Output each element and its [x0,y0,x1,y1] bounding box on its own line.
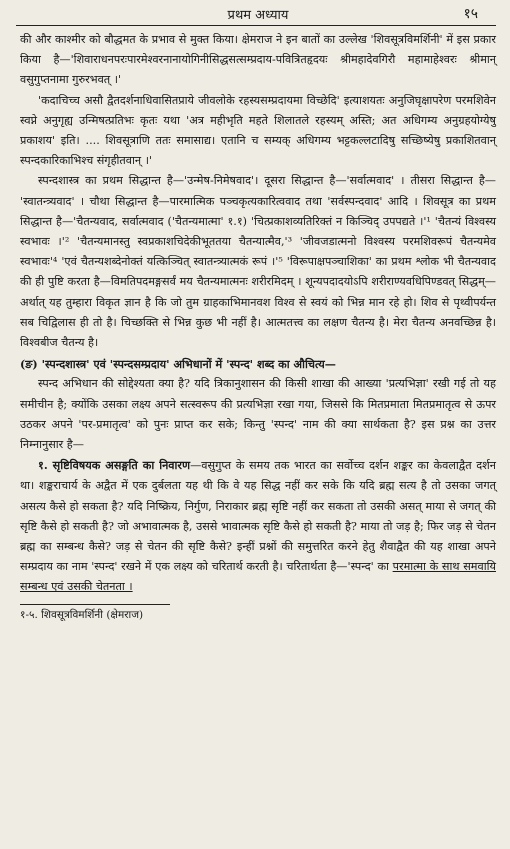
subsection-paragraph [20,455,496,597]
paragraph-spanda-principles: स्पन्दशास्त्र का प्रथम सिद्धान्त है—'उन्मेष-निमेषवाद'। दूसरा सिद्धान्त है—'सर्वात्मवाद' । तीसरा सिद्धान्त है— 'स्वातन्त्र्यवाद' । चौथा सिद्धान्त है—पारमात्मिक पञ्चकृत्यकारित्ववाद तथा 'सर्वस्पन्दवाद' आदि । शिवसूत्र का प्रथम सिद्धान्त है—'चैतन्यवाद, सर्वात्मवाद ('चैतन्यमात्मा' १.१) 'चित्प्रकाशव्यतिरिक्तं न किञ्चिद् उपपद्यते ।'¹ 'चैतन्यं विश्वस्य स्वभावः ।'² 'चैतन्यमानस्तु स्वप्रकाशचिदेकीभूततया चैतन्यात्मैव,'³ 'जीवजडात्मनो विश्वस्य परमशिवरूपं चैतन्यमेव स्वभावः'⁴ 'एवं चैतन्यशब्देनोक्तं यत्किञ्चित् स्वातन्त्र्यात्मकं रूपं ।'⁵ 'विरूपाक्षपञ्चाशिका' का प्रथम श्लोक भी चैतन्यवाद की ही पुष्टि करता है—विमतिपदमङ्गसर्वं मय चैतन्यमात्मनः शरीरमिदम् । शून्यपदादयोऽपि शरीराण्यवधिपिण्डवत् सिद्धम्—अर्थात् यह तुम्हारा विकृत ज्ञान है कि जो तुम ग्राहकाभिमानवश विश्व से स्वयं को भिन्न मान रहे हो। शिव से पृथ्वीपर्यन्त सब चिद्विलास ही तो है। चिच्छक्ति से भिन्न कुछ भी नहीं है। आत्मतत्त्व का लक्षण चैतन्य है। मेरा चैतन्य अनवच्छिन्न है। विश्वबीज चैतन्य है। [20,174,496,350]
page-header [20,0,496,26]
header-rule [16,25,496,26]
subsection-underlined-text: परमात्मा के साथ समवायि सम्बन्ध एवं उसकी चेतनता । [20,560,496,594]
subsection-text: —वसुगुप्त के समय तक भारत का सर्वोच्च दर्शन शङ्कर का केवलाद्वैत दर्शन था। शङ्कराचार्य के अद्वैत में एक दुर्बलता यह थी कि वे यह सिद्ध नहीं कर सके कि यदि ब्रह्म सत्य है तो उसका जगत् असत्य कैसे हो सकता है? यदि निष्क्रिय, निर्गुण, निराकार ब्रह्म सृष्टि नहीं कर सकता तो उसकी असत् माया से जगत् की सृष्टि कैसे हो सकती है? जो अभावात्मक है, उससे भावात्मक सृष्टि कैसे हो सकती है? माया तो जड़ है; फिर जड़ से चेतन ब्रह्म का सम्बन्ध कैसे? जड़ से चेतन की सृष्टि कैसे? इन्हीं प्रश्नों की समुत्तरित करने हेतु शैवाद्वैत की यह शाखा अपने सम्प्रदाय का नाम 'स्पन्द' रखने में एक लक्ष्य को चरितार्थ करती है। चरितार्थता है—'स्पन्द' का [20,459,497,574]
section-paragraph: स्पन्द अभिधान की सोद्देश्यता क्या है? यदि त्रिकानुशासन की किसी शाखा की आख्या 'प्रत्यभिज्ञा' रखी गई तो यह समीचीन है; क्योंकि उसका लक्ष्य अपने सत्स्वरूप की प्रत्यभिज्ञा रखा गया, जिससे कि मितप्रमाता मितप्रमातृत्व से ऊपर उठकर अपने 'पर-प्रमातृत्व' को पुनः प्राप्त कर सके; किन्तु 'स्पन्द' नाम की क्या सार्थकता है? इस प्रश्न का उत्तर निम्नानुसार है— [20,377,496,452]
footnote: १-५. शिवसूत्रविमर्शिनी (क्षेमराज) [20,608,144,621]
paragraph-quote: 'कदाचिच्च असौ द्वैतदर्शनाधिवासितप्राये जीवलोके रहस्यसम्प्रदायमा विच्छेदि' इत्याशयतः अनुजिघृक्षापरेण परमशिवेन स्वप्ने अनुगृह्य उन्मिषत्प्रतिभः कृतः यथा 'अत्र महीभृति महते शिलातले रहस्यम् अस्ति; अत अधिगम्य अनुग्रहयोग्येषु प्रकाशय' इति। .... शिवसूत्राणि ततः समासाद्य। एतानि च सम्यक् अधिगम्य भट्टकल्लटादिषु सच्छिष्येषु प्रकाशितवान् स्पन्दकारिकाभिश्च संगृहीतवान् ।' [20,93,496,168]
paragraph-intro: की और काश्मीर को बौद्धमत के प्रभाव से मुक्त किया। क्षेमराज ने इन बातों का उल्लेख 'शिवसूत्रविमर्शिनी' में इस प्रकार किया है—'शिवाराधनपरःपारमेश्वरनानायोगिनीसिद्धसत्सम्प्रदाय-पवित्रितहृदयः श्रीमहादेवगिरौ महामाहेश्वरः श्रीमान् वसुगुप्तनामा गुरुरभवत् ।' [20,33,496,87]
chapter-title: प्रथम अध्याय [227,8,289,23]
page-body [20,26,496,623]
subsection-label: १. सृष्टिविषयक असङ्गति का निवारण [38,458,191,473]
page-number: १५ [463,6,478,22]
footnote-rule [20,604,170,605]
section-heading: (ङ) 'स्पन्दशास्त्र' एवं 'स्पन्दसम्प्रदाय' अभिधानों में 'स्पन्द' शब्द का औचित्य— [20,357,336,372]
